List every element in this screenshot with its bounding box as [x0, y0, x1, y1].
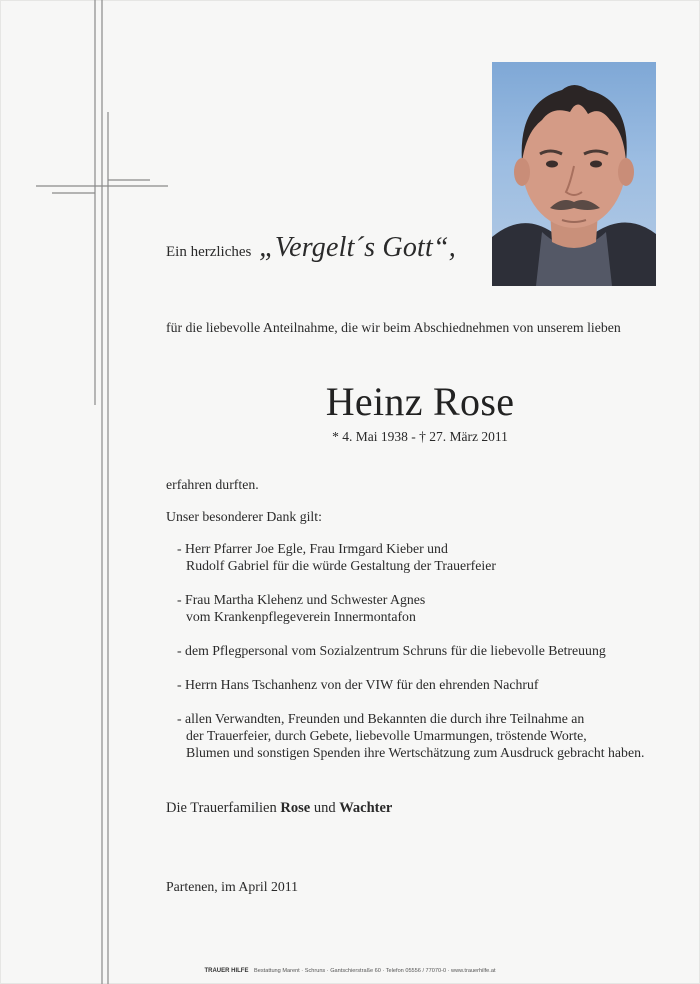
list-item-line: - Herr Pfarrer Joe Egle, Frau Irmgard Kieber und	[177, 541, 448, 556]
intro-prefix: Ein herzliches	[166, 244, 252, 260]
list-item	[177, 540, 644, 574]
list-item	[177, 591, 644, 625]
list-item	[177, 710, 644, 761]
list-item-line: vom Krankenpflegeverein Innermontafon	[186, 609, 416, 624]
list-item-line: der Trauerfeier, durch Gebete, liebevolle Umarmungen, tröstende Worte,	[186, 728, 587, 743]
thanks-list	[177, 540, 644, 778]
family-prefix: Die Trauerfamilien	[166, 800, 277, 816]
vergelts-gott-phrase: „Vergelt´s Gott“,	[259, 232, 456, 263]
family-connector: und	[313, 800, 336, 816]
list-item-line: - Herrn Hans Tschanhenz von der VIW für den ehrenden Nachruf	[177, 677, 539, 692]
place-date: Partenen, im April 2011	[166, 879, 299, 894]
footer-details: Bestattung Marent · Schruns · Gantschierstraße 60 · Telefon 05556 / 77070-0 · www.trauerhilfe.at	[254, 968, 496, 974]
thanks-intro	[166, 232, 456, 264]
family-name-wachter: Wachter	[339, 800, 393, 816]
footer	[0, 968, 700, 974]
family-signature	[166, 800, 392, 817]
thanks-line: für die liebevolle Anteilnahme, die wir beim Abschiednehmen von unserem lieben	[166, 320, 621, 335]
list-item-line: - Frau Martha Klehenz und Schwester Agnes	[177, 592, 426, 607]
list-item-line: - dem Pflegpersonal vom Sozialzentrum Schruns für die liebevolle Betreuung	[177, 643, 606, 658]
list-item-line: Blumen und sonstigen Spenden ihre Wertschätzung zum Ausdruck gebracht haben.	[186, 745, 645, 760]
deceased-name: Heinz Rose	[325, 379, 515, 424]
list-item	[177, 642, 644, 659]
deceased-dates: * 4. Mai 1938 - † 27. März 2011	[332, 429, 508, 444]
list-item-line: - allen Verwandten, Freunden und Bekannten die durch ihre Teilnahme an	[177, 711, 585, 726]
family-name-rose: Rose	[280, 800, 311, 816]
portrait-photo	[492, 62, 656, 286]
experienced-line: erfahren durften.	[166, 477, 259, 492]
footer-brand: TRAUER HILFE	[204, 968, 249, 974]
list-item-line: Rudolf Gabriel für die würde Gestaltung der Trauerfeier	[186, 558, 496, 573]
list-item	[177, 676, 644, 693]
special-thanks-heading: Unser besonderer Dank gilt:	[166, 509, 322, 524]
